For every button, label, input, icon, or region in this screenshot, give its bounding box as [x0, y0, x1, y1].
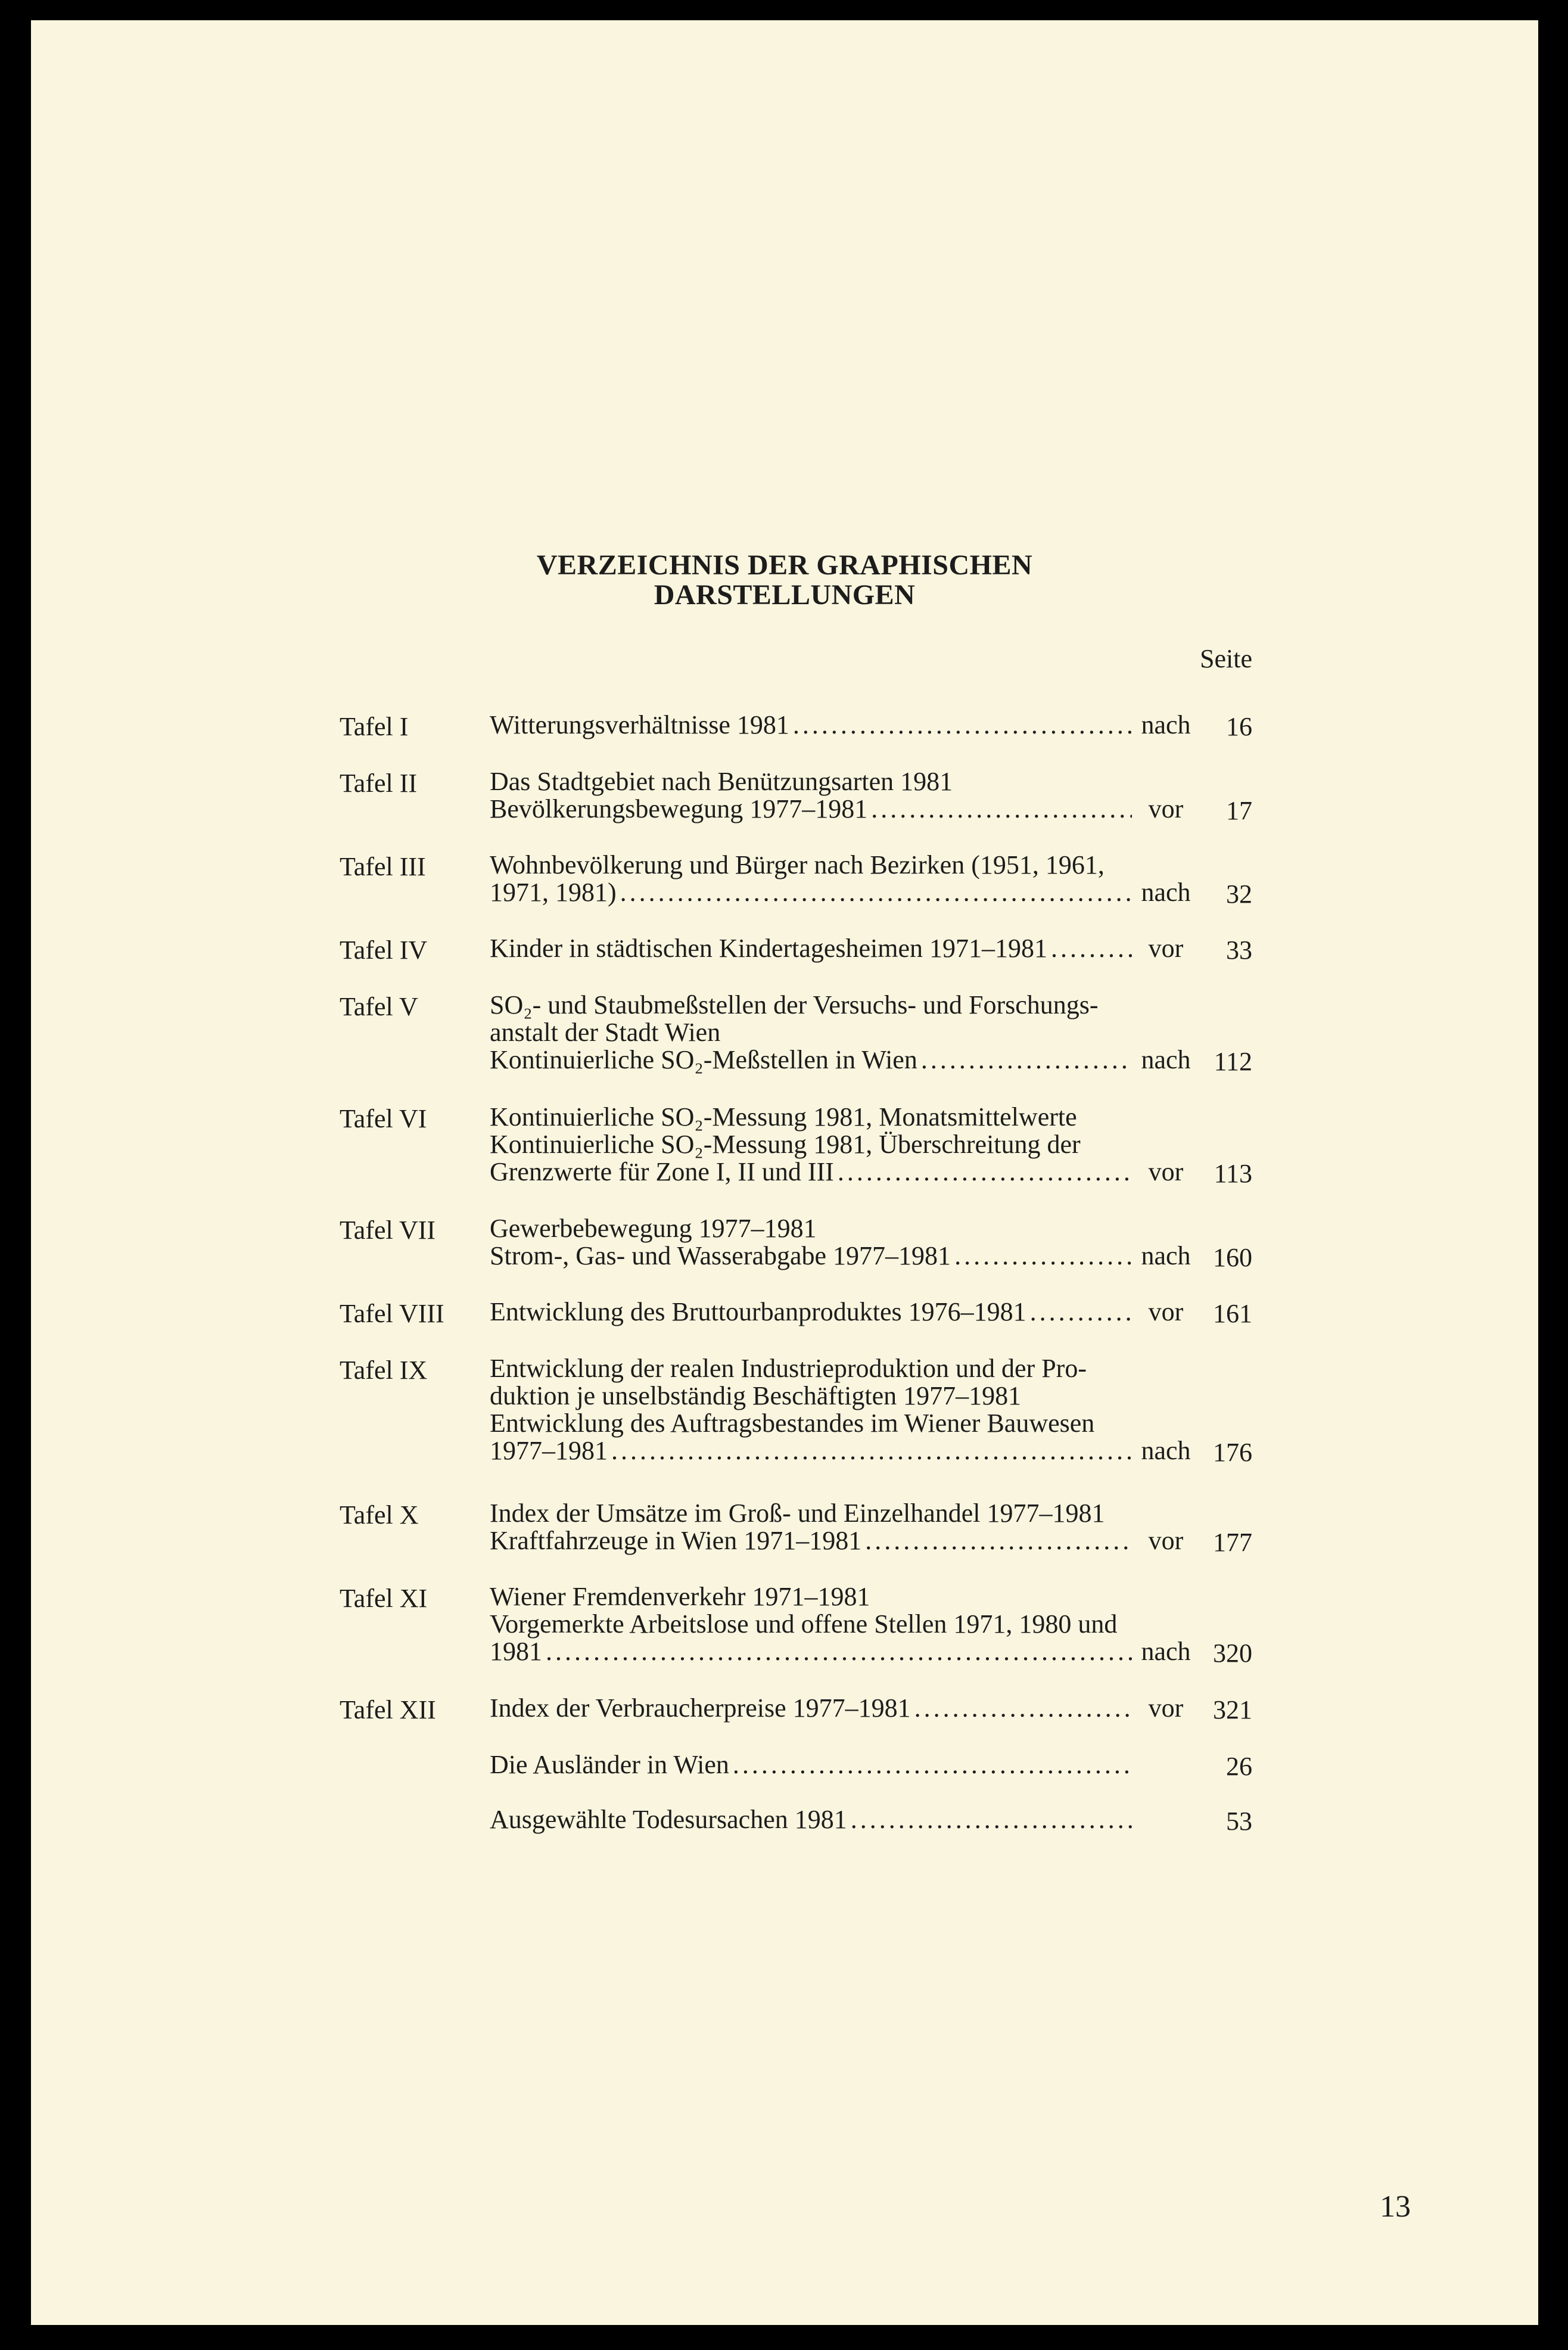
placement-word: nach [1141, 1045, 1191, 1074]
entry-leader-line [490, 1695, 1193, 1722]
entry-description [490, 1355, 1193, 1465]
placement-word: nach [1141, 878, 1191, 907]
entry-description [490, 1695, 1193, 1722]
dot-leader [620, 879, 1132, 906]
entry-text-line: Entwicklung des Bruttourbanproduktes 1976–1981 [490, 1297, 1026, 1326]
entry-description [490, 1806, 1193, 1833]
entry-text-line: Kinder in städtischen Kindertagesheimen 1971–1981 [490, 934, 1048, 963]
dot-leader [733, 1751, 1132, 1779]
placement-word: nach [1141, 1241, 1191, 1270]
entry-description [490, 1103, 1193, 1186]
entry-text-line: Wiener Fremdenverkehr 1971–1981 [490, 1582, 870, 1611]
entry-text-line: Vorgemerkte Arbeitslose und offene Stellen 1971, 1980 und [490, 1609, 1118, 1639]
entry-text-line: Witterungsverhältnisse 1981 [490, 710, 789, 739]
entry-description [490, 935, 1193, 962]
entry-text-line: Kontinuierliche SO₂-Meßstellen in Wien [490, 1045, 917, 1074]
entry-text-line: anstalt der Stadt Wien [490, 1018, 721, 1047]
placement-word: vor [1148, 1157, 1184, 1186]
entry-text-line: Die Ausländer in Wien [490, 1750, 729, 1779]
entry-leader-line [490, 879, 1193, 906]
dot-leader [793, 711, 1132, 739]
page-ref: 33 [1226, 935, 1252, 965]
page-ref: 32 [1226, 879, 1252, 909]
plate-label: Tafel XII [340, 1695, 436, 1724]
page-ref: 26 [1226, 1752, 1252, 1781]
entry-text-line: 1971, 1981) [490, 878, 617, 907]
dot-leader [914, 1695, 1132, 1722]
dot-leader [611, 1437, 1132, 1465]
title-line-2: DARSTELLUNGEN [654, 579, 916, 611]
entry-text-line: Ausgewählte Todesursachen 1981 [490, 1805, 847, 1834]
placement-word: nach [1141, 1637, 1191, 1666]
page-column-header: Seite [1200, 644, 1252, 673]
plate-label: Tafel IX [340, 1356, 428, 1385]
placement-word: vor [1148, 1693, 1184, 1723]
plate-label: Tafel II [340, 769, 418, 798]
entry-leader-line [490, 1751, 1193, 1779]
entry-text-line: Entwicklung der realen Industrieproduktion und der Pro- [490, 1354, 1087, 1383]
entry-leader-line [490, 1046, 1193, 1074]
page-ref: 16 [1226, 712, 1252, 741]
page-ref: 320 [1213, 1639, 1252, 1668]
page-title [31, 551, 1538, 611]
entry-text-line: SO₂- und Staubmeßstellen der Versuchs- und Forschungs- [490, 990, 1099, 1019]
entry-text-line: Index der Verbraucherpreise 1977–1981 [490, 1693, 911, 1723]
entry-description [490, 768, 1193, 823]
entry-leader-line [490, 1806, 1193, 1833]
placement-word: vor [1148, 1526, 1184, 1555]
entry-description [490, 1583, 1193, 1665]
plate-label: Tafel XI [340, 1584, 428, 1613]
dot-leader [865, 1527, 1132, 1555]
entry-text-line: Bevölkerungsbewegung 1977–1981 [490, 794, 868, 823]
entry-text-line: Kontinuierliche SO₂-Messung 1981, Überschreitung der [490, 1130, 1081, 1159]
entry-text-line: Das Stadtgebiet nach Benützungsarten 1981 [490, 767, 953, 796]
scanned-page [31, 20, 1538, 2325]
dot-leader [546, 1638, 1132, 1665]
entry-description [490, 1298, 1193, 1326]
entry-leader-line [490, 1638, 1193, 1665]
plate-label: Tafel I [340, 712, 409, 741]
dot-leader [871, 795, 1132, 823]
placement-word: vor [1148, 934, 1184, 963]
plate-label: Tafel VI [340, 1104, 427, 1133]
document [31, 20, 1538, 2325]
plate-label: Tafel V [340, 992, 418, 1021]
plate-label: Tafel X [340, 1500, 419, 1530]
entry-leader-line [490, 935, 1193, 962]
placement-word: nach [1141, 1436, 1191, 1465]
entry-leader-line [490, 1158, 1193, 1186]
entry-description [490, 711, 1193, 739]
page-ref: 17 [1226, 796, 1252, 825]
entry-leader-line [490, 1437, 1193, 1465]
dot-leader [838, 1158, 1132, 1186]
title-line-1: VERZEICHNIS DER GRAPHISCHEN [536, 549, 1033, 581]
entry-description [490, 1500, 1193, 1555]
page-ref: 53 [1226, 1807, 1252, 1836]
entry-text-line: Gewerbebewegung 1977–1981 [490, 1214, 817, 1243]
entry-text-line: duktion je unselbständig Beschäftigten 1977–1981 [490, 1381, 1022, 1410]
entry-text-line: Kontinuierliche SO₂-Messung 1981, Monatsmittelwerte [490, 1102, 1077, 1132]
entry-text-line: Strom-, Gas- und Wasserabgabe 1977–1981 [490, 1241, 951, 1270]
page-number: 13 [1380, 2190, 1411, 2224]
page-ref: 177 [1213, 1528, 1252, 1557]
dot-leader [954, 1242, 1132, 1270]
dot-leader [921, 1046, 1132, 1074]
entry-text-line: Index der Umsätze im Groß- und Einzelhandel 1977–1981 [490, 1499, 1105, 1528]
entry-text-line: 1981 [490, 1637, 542, 1666]
page-ref: 176 [1213, 1438, 1252, 1467]
plate-label: Tafel III [340, 852, 426, 881]
entry-leader-line [490, 1242, 1193, 1270]
entry-description [490, 1215, 1193, 1270]
placement-word: nach [1141, 710, 1191, 739]
dot-leader [851, 1806, 1132, 1833]
plate-label: Tafel VII [340, 1216, 436, 1245]
entry-description [490, 991, 1193, 1074]
entry-description [490, 1751, 1193, 1779]
placement-word: vor [1148, 794, 1184, 823]
entry-leader-line [490, 711, 1193, 739]
page-ref: 112 [1214, 1047, 1252, 1076]
dot-leader [1030, 1298, 1132, 1326]
page-ref: 160 [1213, 1243, 1252, 1272]
dot-leader [1051, 935, 1132, 962]
entry-leader-line [490, 1298, 1193, 1326]
entry-leader-line [490, 795, 1193, 823]
entry-text-line: Grenzwerte für Zone I, II und III [490, 1157, 834, 1186]
plate-label: Tafel IV [340, 935, 428, 965]
page-ref: 321 [1213, 1695, 1252, 1724]
page-ref: 113 [1214, 1159, 1252, 1188]
entry-text-line: Kraftfahrzeuge in Wien 1971–1981 [490, 1526, 862, 1555]
plate-label: Tafel VIII [340, 1299, 444, 1328]
entry-description [490, 851, 1193, 906]
entry-leader-line [490, 1527, 1193, 1555]
entry-text-line: 1977–1981 [490, 1436, 608, 1465]
placement-word: vor [1148, 1297, 1184, 1326]
page-ref: 161 [1213, 1299, 1252, 1328]
entry-text-line: Wohnbevölkerung und Bürger nach Bezirken (1951, 1961, [490, 850, 1105, 879]
entry-text-line: Entwicklung des Auftragsbestandes im Wiener Bauwesen [490, 1409, 1095, 1438]
